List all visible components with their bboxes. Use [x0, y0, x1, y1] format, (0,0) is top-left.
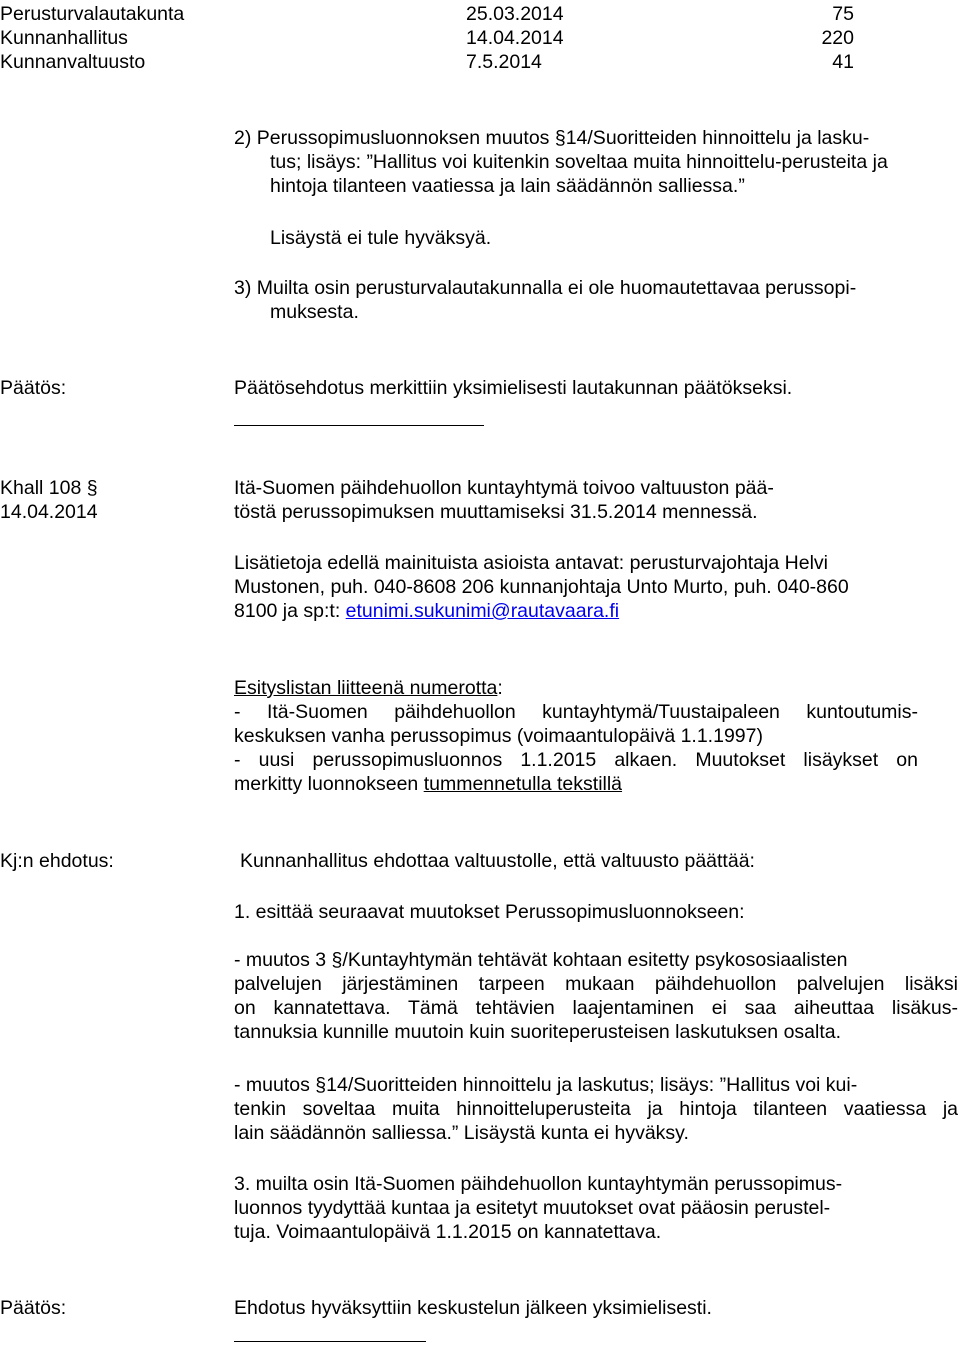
decision2-label: Päätös: — [0, 1297, 67, 1319]
header-num-1: 75 — [832, 3, 854, 25]
attachment-line4-a: merkitty luonnokseen — [234, 773, 424, 795]
attachment-line2: keskuksen vanha perussopimus (voimaantulopäivä 1.1.1997) — [234, 725, 763, 747]
attachment-line4-b: tummennetulla tekstillä — [423, 773, 623, 795]
info-line3-text: 8100 ja sp:t: — [234, 600, 346, 622]
attachment-line4 — [234, 772, 622, 796]
header-body-2: Kunnanhallitus — [0, 27, 128, 49]
attachment-line1: - Itä-Suomen päihdehuollon kuntayhtymä/Tuustaipaleen kuntoutumis- — [234, 701, 918, 723]
khall-title-2: töstä perussopimuksen muuttamiseksi 31.5.2014 mennessä. — [234, 501, 758, 523]
section-sign: § — [315, 1074, 327, 1096]
decision1-label: Päätös: — [0, 377, 67, 399]
header-date-1: 25.03.2014 — [466, 3, 564, 25]
item3-line1: 3) Muilta osin perusturvalautakunnalla ei ole huomautettavaa perussopi- — [234, 277, 857, 299]
khall-date: 14.04.2014 — [0, 501, 98, 523]
decision1-text: Päätösehdotus merkittiin yksimielisesti lautakunnan päätökseksi. — [234, 377, 793, 399]
divider-2 — [234, 1341, 426, 1342]
decision2-text: Ehdotus hyväksyttiin keskustelun jälkeen yksimielisesti. — [234, 1297, 712, 1319]
header-body-1: Perusturvalautakunta — [0, 3, 185, 25]
m14-line1-b: 14/Suoritteiden hinnoittelu ja laskutus; lisäys: ”Hallitus voi kui- — [326, 1074, 858, 1096]
m14-line3: lain säädännön salliessa.” Lisäystä kunta ei hyväksy. — [234, 1122, 689, 1144]
header-body-3: Kunnanvaltuusto — [0, 51, 146, 73]
header-num-2: 220 — [821, 27, 854, 49]
info-line1: Lisätietoja edellä mainituista asioista antavat: perusturvajohtaja Helvi — [234, 552, 828, 574]
m14-line1 — [234, 1073, 857, 1097]
section-sign: § — [86, 477, 98, 499]
m3-line1-b: /Kuntayhtymän tehtävät kohtaan esitetty psykososiaalisten — [342, 949, 848, 971]
info-line3 — [234, 599, 619, 623]
attachments-heading-text: Esityslistan liitteenä numerotta — [234, 677, 498, 699]
item2-line2: tus; lisäys: ”Hallitus voi kuitenkin soveltaa muita hinnoittelu-perusteita ja — [270, 151, 888, 173]
attachments-colon: : — [497, 677, 503, 699]
m3-line1 — [234, 948, 848, 972]
item3-line2: muksesta. — [270, 301, 359, 323]
section-sign: § — [554, 127, 566, 149]
item2-line1-a: 2) Perussopimusluonnoksen muutos — [234, 127, 550, 149]
item2-line1 — [234, 126, 869, 150]
khall-title-1: Itä-Suomen päihdehuollon kuntayhtymä toivoo valtuuston pää- — [234, 477, 774, 499]
header-date-3: 7.5.2014 — [466, 51, 542, 73]
section-sign: § — [331, 949, 343, 971]
khall-ref-text: Khall 108 — [0, 477, 82, 499]
m14-line1-a: - muutos — [234, 1074, 310, 1096]
attachment-line3: - uusi perussopimusluonnos 1.1.2015 alkaen. Muutokset lisäykset on — [234, 749, 918, 771]
m3-line4: tannuksia kunnille muutoin kuin suoriteperusteisen laskutuksen osalta. — [234, 1021, 842, 1043]
attachments-heading — [234, 676, 503, 700]
header-num-3: 41 — [832, 51, 854, 73]
m14-line2: tenkin soveltaa muita hinnoitteluperusteita ja hintoja tilanteen vaatiessa ja — [234, 1098, 958, 1120]
p3-line1: 3. muilta osin Itä-Suomen päihdehuollon kuntayhtymän perussopimus- — [234, 1173, 843, 1195]
item2-line1-b: 14/Suoritteiden hinnoittelu ja lasku- — [565, 127, 870, 149]
proposal-label: Kj:n ehdotus: — [0, 850, 114, 872]
email-link[interactable]: etunimi.sukunimi@rautavaara.fi — [345, 600, 620, 622]
m3-line1-a: - muutos 3 — [234, 949, 327, 971]
item2-line3: hintoja tilanteen vaatiessa ja lain säädännön salliessa.” — [270, 175, 745, 197]
proposal-point1: 1. esittää seuraavat muutokset Perussopimusluonnokseen: — [234, 901, 745, 923]
divider-1 — [234, 425, 484, 426]
info-line2: Mustonen, puh. 040-8608 206 kunnanjohtaja Unto Murto, puh. 040-860 — [234, 576, 849, 598]
proposal-intro: Kunnanhallitus ehdottaa valtuustolle, että valtuusto päättää: — [240, 850, 755, 872]
khall-ref — [0, 476, 98, 500]
m3-line3: on kannatettava. Tämä tehtävien laajentaminen ei saa aiheuttaa lisäkus- — [234, 997, 958, 1019]
p3-line2: luonnos tyydyttää kuntaa ja esitetyt muutokset ovat pääosin perustel- — [234, 1197, 831, 1219]
m3-line2: palvelujen järjestäminen tarpeen mukaan päihdehuollon palvelujen lisäksi — [234, 973, 958, 995]
p3-line3: tuja. Voimaantulopäivä 1.1.2015 on kannatettava. — [234, 1221, 662, 1243]
lisays-note: Lisäystä ei tule hyväksyä. — [270, 227, 492, 249]
header-date-2: 14.04.2014 — [466, 27, 564, 49]
